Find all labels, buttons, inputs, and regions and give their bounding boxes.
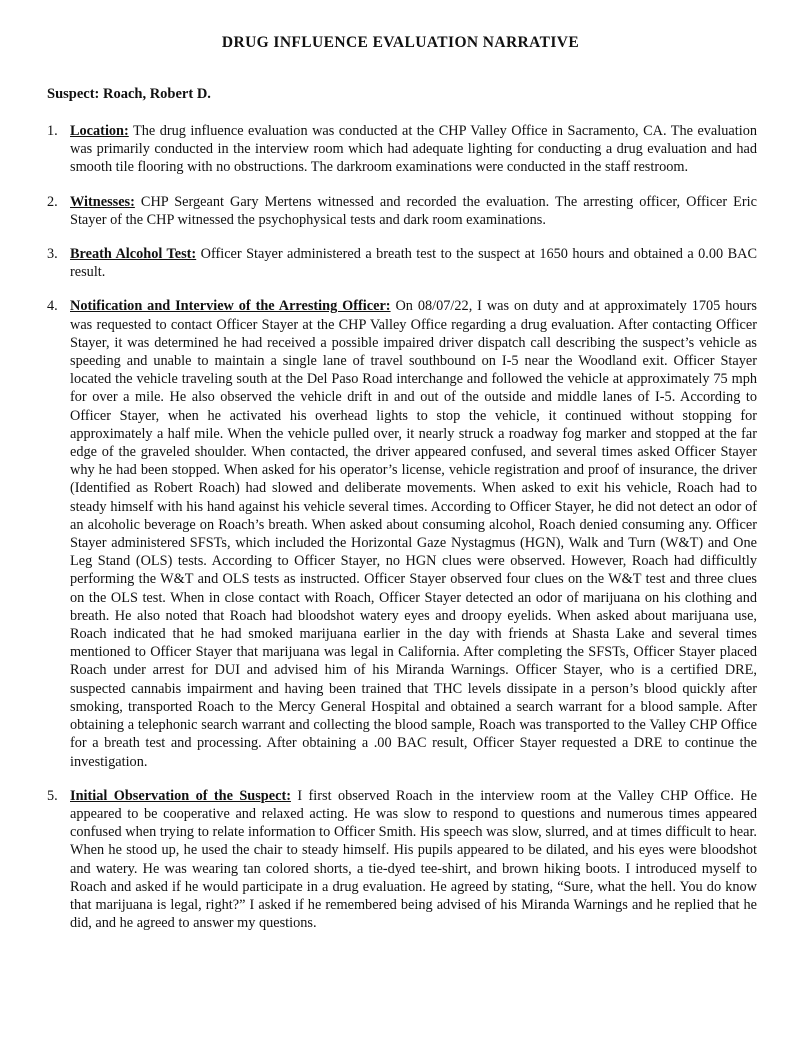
narrative-item-breath-test xyxy=(47,245,757,281)
narrative-item-location xyxy=(47,122,757,177)
narrative-item-officer-interview xyxy=(47,297,757,770)
item-heading: Breath Alcohol Test: xyxy=(70,246,197,263)
item-heading: Notification and Interview of the Arresting Officer: xyxy=(70,298,391,315)
item-heading: Initial Observation of the Suspect: xyxy=(70,787,291,804)
narrative-item-initial-observation xyxy=(47,787,757,933)
item-text: The drug influence evaluation was conducted at the CHP Valley Office in Sacramento, CA. The evaluation was primarily conducted in the interview room which had adequate lighting for conducting a drug evaluation and had smooth tile flooring with no obstructions. The darkroom examinations were conducted in the staff restroom. xyxy=(70,123,757,176)
item-text: CHP Sergeant Gary Mertens witnessed and recorded the evaluation. The arresting officer, Officer Eric Stayer of the CHP witnessed the psychophysical tests and dark room examinations. xyxy=(70,193,757,228)
item-number: 4. xyxy=(47,298,58,315)
item-text: I first observed Roach in the interview room at the Valley CHP Office. He appeared to be cooperative and relaxed acting. He was slow to respond to questions and numerous times appeared confused when trying to relate information to Officer Smith. His speech was slow, slurred, and at times difficult to hear. When he stood up, he used the chair to steady himself. His pupils appeared to be dilated, and his eyes were bloodshot and watery. He was wearing tan colored shorts, a tie-dyed tee-shirt, and brown hiking boots. I introduced myself to Roach and asked if he would participate in a drug evaluation. He agreed by stating, “Sure, what the hell. You do know that marijuana is legal, right?” I asked if he remembered being advised of his Miranda Warnings and he replied that he did, and he agreed to answer my questions. xyxy=(70,787,757,932)
item-number: 1. xyxy=(47,123,58,139)
narrative-item-witnesses xyxy=(47,193,757,229)
document-title: DRUG INFLUENCE EVALUATION NARRATIVE xyxy=(221,34,580,51)
item-number: 2. xyxy=(47,193,58,210)
item-heading: Location: xyxy=(70,123,129,139)
item-number: 3. xyxy=(47,246,58,263)
item-number: 5. xyxy=(47,787,58,804)
item-text: Officer Stayer administered a breath test to the suspect at 1650 hours and obtained a 0.00 BAC result. xyxy=(70,246,758,281)
item-text: On 08/07/22, I was on duty and at approximately 1705 hours was requested to contact Officer Stayer at the CHP Valley Office regarding a drug evaluation. After contacting Officer Stayer, it was determined he had received a possible impaired driver dispatch call describing the suspect’s vehicle as speeding and unable to maintain a single lane of travel southbound on I-5 near the Woodland exit. Officer Stayer located the vehicle traveling south at the Del Paso Road interchange and followed the vehicle at approximately 75 mph for over a mile. He also observed the vehicle drift in and out of the outside and middle lanes of I-5. According to Officer Stayer, when he activated his overhead lights to stop the vehicle, it continued without stopping for approximately a half mile. When the vehicle pulled over, it nearly struck a roadway fog marker and stopped at the far edge of the graveled shoulder. When contacted, the driver appeared confused, and several times asked Officer Stayer why he had been stopped. When asked for his operator’s license, vehicle registration and proof of insurance, the driver (Identified as Robert Roach) had slowed and deliberate movements. When asked to exit his vehicle, Roach had to steady himself with his hand against his vehicle several times. According to Officer Stayer, he did not detect an odor of an alcoholic beverage on Roach’s breath. When asked about consuming alcohol, Roach denied consuming any. Officer Stayer administered SFSTs, which included the Horizontal Gaze Nystagmus (HGN), Walk and Turn (W&T) and One Leg Stand (OLS) tests. According to Officer Stayer, no HGN clues were observed. However, Roach had difficultly performing the W&T and OLS tests as instructed. Officer Stayer observed four clues on the W&T test and three clues on the OLS test. When in close contact with Roach, Officer Stayer detected an odor of marijuana on his clothing and breath. He also noted that Roach had bloodshot watery eyes and droopy eyelids. When asked about marijuana use, Roach indicated that he had smoked marijuana earlier in the day with friends at Shasta Lake and several times mentioned to Officer Stayer that marijuana was legal in California. After completing the SFSTs, Officer Stayer placed Roach under arrest for DUI and advised him of his Miranda Warnings. Officer Stayer, who is a certified DRE, suspected cannabis impairment and having been trained that THC levels dissipate in a person’s blood quickly after smoking, transported Roach to the Mercy General Hospital and obtained a search warrant for a blood sample. After obtaining a telephonic search warrant and collecting the blood sample, Roach was transported to the Valley CHP Office for a breath test and processing. After obtaining a .00 BAC result, Officer Stayer requested a DRE to continue the investigation. xyxy=(70,298,757,770)
narrative-list xyxy=(47,122,757,948)
suspect-line: Suspect: Roach, Robert D. xyxy=(47,86,211,102)
item-heading: Witnesses: xyxy=(70,193,135,210)
